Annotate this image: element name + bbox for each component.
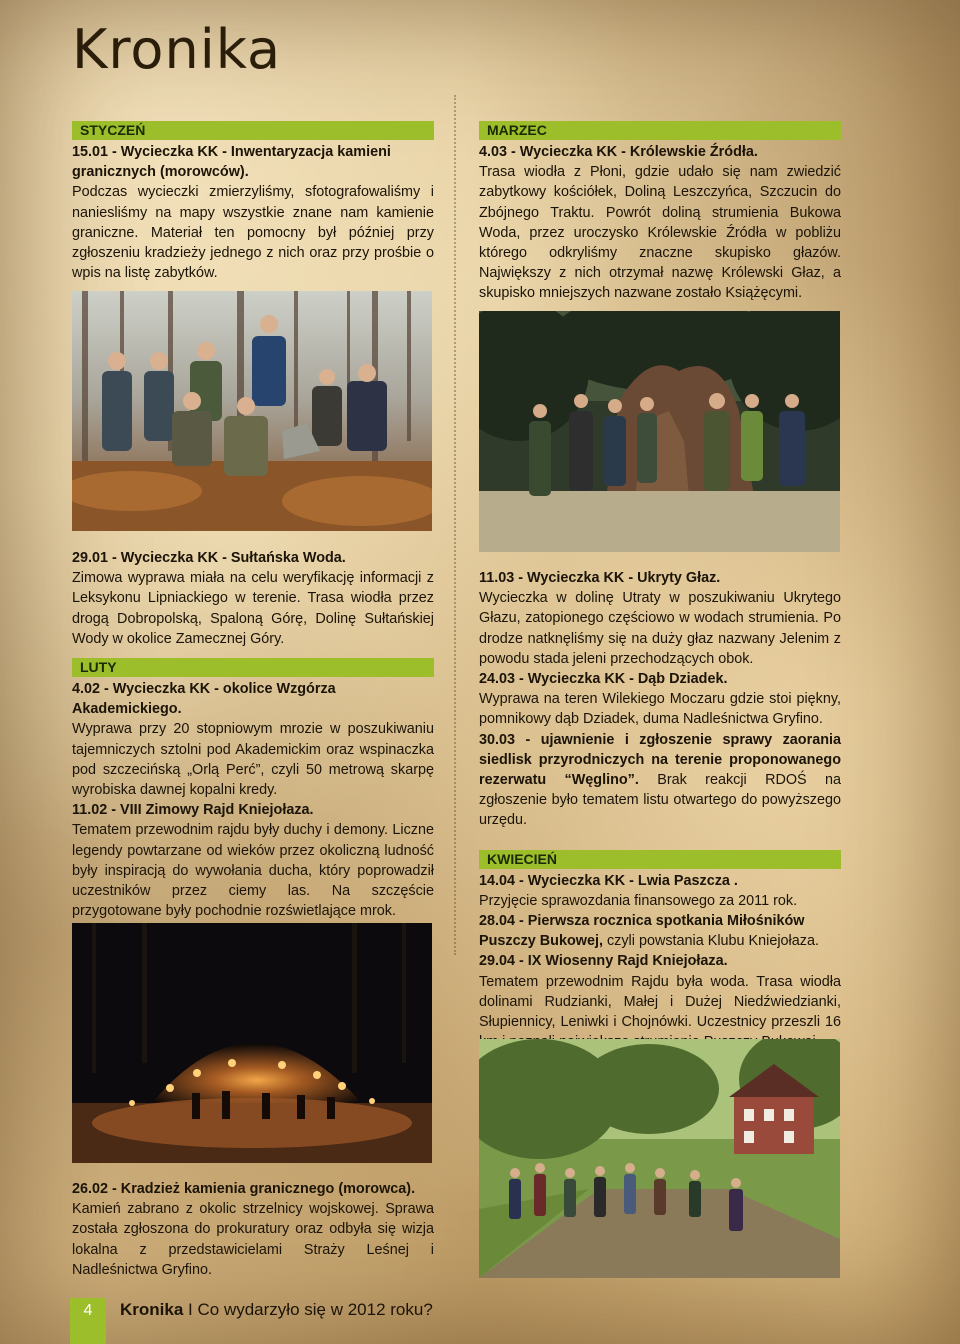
event-title: 11.02 - VIII Zimowy Rajd Kniejołaza.: [72, 802, 314, 819]
event-text: Brak reakcji RDOŚ na zgłoszenie było tematem listu otwartego do powyższego urzędu.: [479, 772, 841, 829]
event-text: Wyprawa przy 20 stopniowym mrozie w poszukiwaniu tajemniczych sztolni pod Akademickim oraz wspinaczka pod szczecińską „Orlą Perć”, czyli 50 metrową skarpę wyrobiska dawnej kopalni kredy.: [72, 721, 434, 799]
month-header-luty: LUTY: [72, 658, 434, 677]
event-text: Wyprawa na teren Wilekiego Moczaru gdzie stoi piękny, pomnikowy dąb Dziadek, duma Nadleśnictwa Gryfino.: [479, 691, 841, 728]
event-text: Przyjęcie sprawozdania finansowego za 2011 rok.: [479, 892, 798, 909]
footer-tagline: Co wydarzyło się w 2012 roku?: [197, 1300, 433, 1319]
event-text: Zimowa wyprawa miała na celu weryfikację informacji z Leksykonu Lipniackiego w terenie. Trasa wiodła przez drogą Dobropolską, Spaloną Górę, Dolinę Sułtańskiej Wody w okolice Zamecznej Góry.: [72, 570, 434, 647]
section-luty-bottom: [72, 1179, 434, 1280]
event-text: czyli powstania Klubu Kniejołaza.: [606, 933, 819, 950]
event-title: 14.04 - Wycieczka KK - Lwia Paszcza .: [479, 872, 738, 889]
month-header-styczen: STYCZEŃ: [72, 121, 434, 140]
section-luty: [72, 548, 434, 921]
photo-night-torches: [72, 923, 432, 1163]
page-footer: [70, 1298, 490, 1344]
event-text: Tematem przewodnim rajdu były duchy i demony. Liczne legendy powtarzane od wieków przez okoliczną ludność były inspiracją do wywołania ducha, który poprowadził uczestników przez ciemy las. Na szczęście przygotowane były pochodnie rozświetlające mrok.: [72, 822, 434, 920]
event-title: 29.01 - Wycieczka KK - Sułtańska Woda.: [72, 550, 346, 566]
photo-group-forest: [72, 291, 432, 531]
event-text: Tematem przewodnim Rajdu była woda. Trasa wiodła dolinami Rudzianki, Małej i Dużej Niedźwiedzianki, Słupiennicy, Leniwki i Chojnówki. Uczestnicy przeszli 16: [479, 973, 841, 1031]
footer-caption: [120, 1300, 433, 1320]
photo-hikers-house: [479, 1039, 840, 1278]
event-title: 4.02 - Wycieczka KK - okolice Wzgórza Akademickiego.: [72, 681, 336, 718]
section-marzec-kwiecien: [479, 568, 841, 1052]
event-title: 26.02 - Kradzież kamienia granicznego (morowca).: [72, 1181, 416, 1197]
photo-group-big-tree: [479, 311, 840, 552]
event-title: 28.04 - Pierwsza rocznica spotkania Miłośników Puszczy Bukowej,: [479, 913, 805, 950]
footer-magazine: Kronika: [120, 1300, 184, 1319]
event-text: Podczas wycieczki zmierzyliśmy, sfotografowaliśmy i naniesliśmy na mapy wszystkie znane nam kamienie graniczne. Materiał ten pomocny był później przy zgłoszeniu kradzieży jednego z nich oraz przy prośbie o wpis na listę zabytków.: [72, 184, 434, 282]
page-number: 4: [70, 1298, 106, 1344]
event-title: 15.01 - Wycieczka KK - Inwentaryzacja kamieni granicznych (morowców).: [72, 144, 391, 181]
event-text: Trasa wiodła z Płoni, gdzie udało się nam zwiedzić zabytkowy kościółek, Doliną Leszczyńca, Szczucin do Zbójnego Traktu. Powrót doliną strumienia Bukowa Woda, przez uroczysko Królewskie Źródła w pobliżu którego odkryliśmy znaczne skupisko głazów. Największy z nich otrzymał nazwę Królewski Głaz, a skupisko mniejszych nazwane zostało Książęcymi.: [479, 164, 841, 302]
event-title: 24.03 - Wycieczka KK - Dąb Dziadek.: [479, 671, 728, 688]
event-title: 11.03 - Wycieczka KK - Ukryty Głaz.: [479, 570, 721, 586]
event-text: Kamień zabrano z okolic strzelnicy wojskowej. Sprawa została zgłoszona do prokuratury oraz odbyła się wizja lokalna z przedstawicielami Straży Leśnej i Nadleśnictwa Gryfino.: [72, 1201, 434, 1278]
section-marzec-top: [479, 121, 841, 304]
month-header-kwiecien: KWIECIEŃ: [479, 850, 841, 869]
page-title: Kronika: [72, 18, 282, 81]
event-text: Wycieczka w dolinę Utraty w poszukiwaniu Ukrytego Głazu, zatopionego częściowo w wodach strumienia. Po drodze natknęliśmy się na duży głaz nazwany Jelenim z powodu stada jeleni przechodzących obok.: [479, 590, 841, 667]
column-divider: [454, 95, 456, 955]
event-title: 4.03 - Wycieczka KK - Królewskie Źródła.: [479, 144, 758, 160]
section-styczen: [72, 121, 434, 283]
event-title: 29.04 - IX Wiosenny Rajd Kniejołaza.: [479, 953, 728, 970]
month-header-marzec: MARZEC: [479, 121, 841, 140]
footer-separator: I: [188, 1300, 193, 1319]
event-title: 30.03 - ujawnienie i zgłoszenie sprawy zaorania siedlisk przyrodniczych na terenie proponowanego rezerwatu “Węglino”.: [479, 731, 841, 789]
